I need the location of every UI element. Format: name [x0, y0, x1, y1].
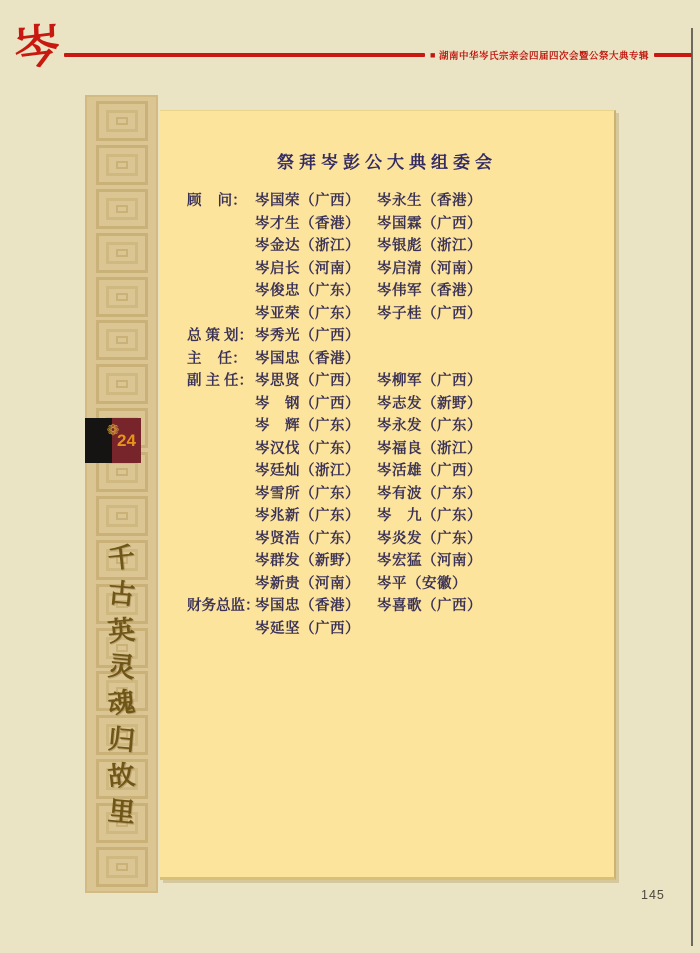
member-name: 岑平（安徽） — [377, 575, 467, 592]
calligraphy-character: 归 — [106, 723, 137, 757]
chapter-number-badge — [85, 418, 141, 463]
page-edge-shadow — [691, 28, 693, 946]
roster-section — [187, 595, 614, 640]
spiral-motif — [96, 277, 148, 317]
member-name: 岑炎发（广东） — [377, 530, 482, 547]
member-name: 岑启清（河南） — [377, 260, 482, 277]
member-name: 岑永发（广东） — [377, 418, 482, 434]
page-number: 145 — [641, 888, 665, 902]
role-label: 总 策 划： — [187, 328, 254, 344]
name-list — [255, 325, 614, 348]
calligraphy-character: 英 — [106, 614, 137, 649]
member-name: 岑宏猛（河南） — [377, 553, 482, 569]
spiral-motif — [96, 847, 148, 887]
member-name: 岑贤浩（广东） — [255, 530, 360, 547]
member-name: 岑延坚（广西） — [255, 620, 360, 637]
spiral-motif — [96, 320, 148, 360]
roster-section — [187, 370, 614, 595]
member-name: 岑国霖（广西） — [377, 215, 482, 232]
content-panel — [160, 110, 616, 880]
member-name: 岑新贵（河南） — [255, 575, 360, 592]
running-head — [430, 48, 649, 62]
spiral-motif — [96, 364, 148, 404]
member-name: 岑伟军（香港） — [377, 283, 482, 299]
roster-section — [187, 190, 614, 325]
member-name: 岑金达（浙江） — [255, 238, 360, 254]
name-list — [255, 595, 614, 640]
calligraphy-character: 古 — [106, 578, 137, 612]
vertical-calligraphy — [85, 541, 158, 830]
roster-section — [187, 348, 614, 371]
member-name: 岑有波（广东） — [377, 485, 482, 502]
member-name: 岑俊忠（广东） — [255, 283, 360, 299]
name-list — [255, 348, 614, 371]
member-name: 岑兆新（广东） — [255, 508, 360, 524]
member-name: 岑福良（浙江） — [377, 440, 482, 457]
member-name: 岑思贤（广西） — [255, 373, 360, 389]
role-label: 主 任： — [187, 350, 247, 367]
clan-logo-character: 岑 — [13, 17, 61, 77]
member-name: 岑永生（香港） — [377, 193, 482, 209]
square-bullet-icon: ■ — [430, 49, 436, 60]
calligraphy-character: 灵 — [106, 650, 137, 685]
red-rule-left — [64, 53, 425, 57]
calligraphy-character: 魂 — [106, 687, 137, 721]
red-rule-right — [654, 53, 692, 57]
spiral-motif — [96, 189, 148, 229]
name-list — [255, 370, 614, 595]
member-name: 岑廷灿（浙江） — [255, 463, 360, 479]
member-name: 岑亚荣（广东） — [255, 305, 360, 322]
spiral-motif — [96, 145, 148, 185]
member-name: 岑群发（新野） — [255, 553, 360, 569]
member-name: 岑柳军（广西） — [377, 373, 482, 389]
calligraphy-character: 千 — [106, 541, 137, 576]
member-name: 岑启长（河南） — [255, 260, 360, 277]
roster-section — [187, 325, 614, 348]
member-name: 岑 九（广东） — [377, 508, 482, 524]
member-name: 岑国忠（香港） — [255, 350, 360, 367]
masthead-rule — [64, 49, 692, 62]
committee-roster — [187, 190, 614, 640]
member-name: 岑志发（新野） — [377, 395, 482, 412]
role-label: 副 主 任： — [187, 373, 254, 389]
member-name: 岑喜歌（广西） — [377, 598, 482, 614]
member-name: 岑国忠（香港） — [255, 598, 360, 614]
member-name: 岑汉伐（广东） — [255, 440, 360, 457]
member-name: 岑秀光（广西） — [255, 328, 360, 344]
spiral-motif — [96, 101, 148, 141]
member-name: 岑才生（香港） — [255, 215, 360, 232]
calligraphy-character: 里 — [106, 796, 137, 830]
badge-number: 24 — [112, 418, 141, 463]
spiral-motif — [96, 233, 148, 273]
member-name: 岑国荣（广西） — [255, 193, 360, 209]
member-name: 岑雪所（广东） — [255, 485, 360, 502]
role-label: 顾 问： — [187, 193, 247, 209]
name-list — [255, 190, 614, 325]
calligraphy-character: 故 — [106, 759, 137, 794]
running-head-text: 湖南中华岑氏宗亲会四届四次会暨公祭大典专辑 — [438, 51, 649, 62]
spiral-motif — [96, 496, 148, 536]
gold-ornament-icon: ❁ — [106, 422, 120, 439]
member-name: 岑子桂（广西） — [377, 305, 482, 322]
page-title: 祭拜岑彭公大典组委会 — [277, 153, 497, 172]
role-label: 财务总监： — [187, 598, 260, 614]
member-name: 岑银彪（浙江） — [377, 238, 482, 254]
member-name: 岑 辉（广东） — [255, 418, 360, 434]
member-name: 岑活雄（广西） — [377, 463, 482, 479]
member-name: 岑 钢（广西） — [255, 395, 360, 412]
